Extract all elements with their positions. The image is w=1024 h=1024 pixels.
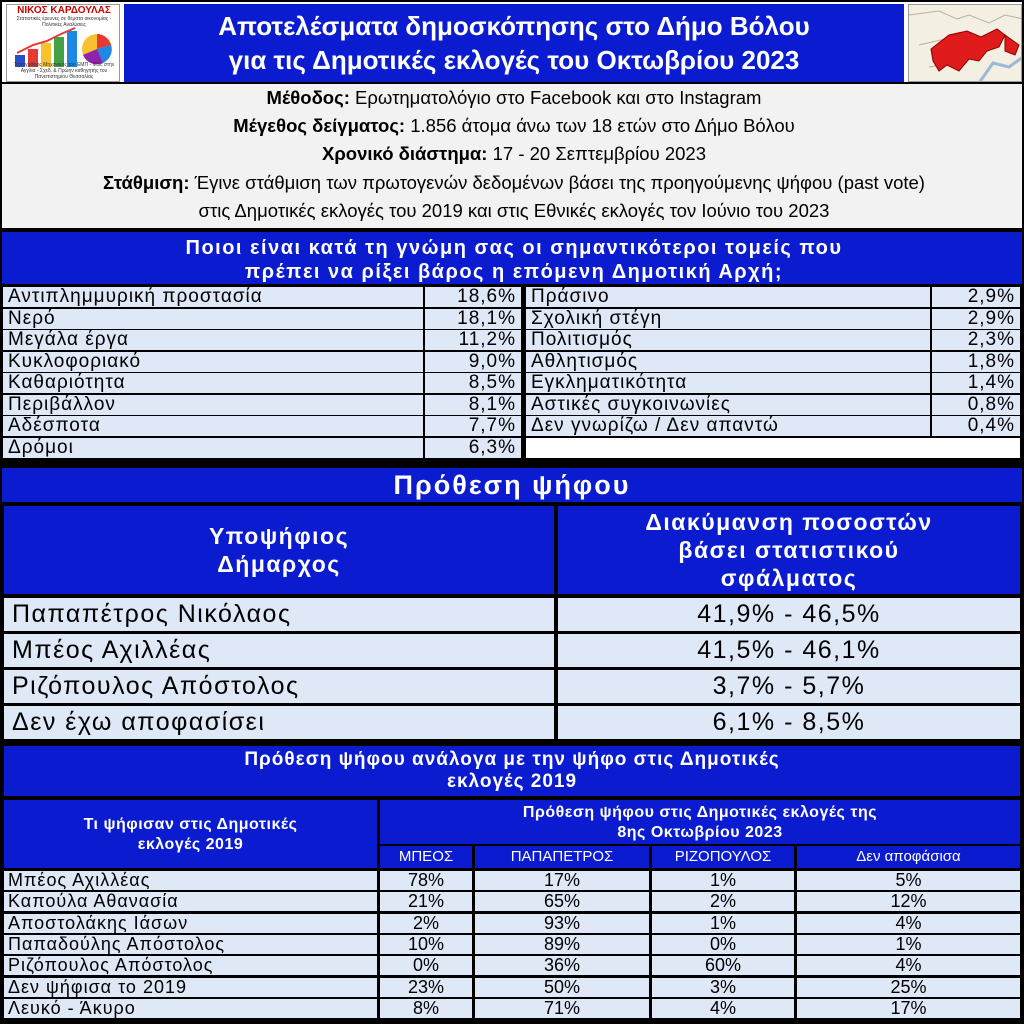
crosstab-colgroup-line-1: Πρόθεση ψήφου στις Δημοτικές εκλογές της: [522, 804, 878, 821]
crosstab-column-group-header: [380, 800, 1020, 844]
blank-cell: [526, 438, 1020, 458]
method-line: Μέθοδος: Ερωτηματολόγιο στο Facebook και στο Instagram: [266, 87, 762, 108]
title-line-2: για τις Δημοτικές εκλογές του Οκτωβρίου 2023: [228, 45, 800, 75]
priority-value: 18,6%: [425, 287, 521, 307]
crosstab-value: 23%: [380, 978, 472, 997]
crosstab-value: 0%: [652, 935, 794, 954]
crosstab-row-label: Αποστολάκης Ιάσων: [4, 914, 377, 933]
vote-range: 41,9% - 46,5%: [558, 598, 1020, 631]
priority-value: 2,9%: [932, 309, 1020, 329]
candidate-name: Δεν έχω αποφασίσει: [4, 706, 554, 739]
crosstab-row-header-line-2: εκλογές 2019: [137, 836, 244, 853]
range-header-line-3: σφάλματος: [720, 565, 858, 591]
range-column-header: [558, 506, 1020, 594]
crosstab-value: 21%: [380, 892, 472, 911]
crosstab-value: 8%: [380, 999, 472, 1018]
crosstab-value: 2%: [652, 892, 794, 911]
priority-label: Κυκλοφοριακό: [3, 352, 423, 372]
crosstab-value: 60%: [652, 956, 794, 975]
priority-label: Εγκληματικότητα: [526, 373, 930, 393]
crosstab-row-header: [4, 800, 377, 868]
crosstab-row-label: Μπέος Αχιλλέας: [4, 871, 377, 890]
crosstab-value: 17%: [797, 999, 1020, 1018]
priority-label: Αδέσποτα: [3, 416, 423, 436]
candidate-header-line-1: Υποψήφιος: [208, 523, 350, 549]
crosstab-column-header: Δεν αποφάσισα: [797, 846, 1020, 868]
priorities-table: [0, 286, 1024, 460]
priority-value: 1,4%: [932, 373, 1020, 393]
priority-value: 8,5%: [425, 373, 521, 393]
map-icon: [909, 5, 1022, 82]
sample-line: Μέγεθος δείγματος: 1.856 άτομα άνω των 18 ετών στο Δήμο Βόλου: [233, 115, 795, 136]
crosstab-column-header: ΠΑΠΑΠΕΤΡΟΣ: [475, 846, 649, 868]
priority-label: Πράσινο: [526, 287, 930, 307]
priority-value: 18,1%: [425, 309, 521, 329]
vote-range: 3,7% - 5,7%: [558, 670, 1020, 703]
priority-label: Περιβάλλον: [3, 395, 423, 415]
crosstab-value: 71%: [475, 999, 649, 1018]
priority-label: Μεγάλα έργα: [3, 330, 423, 350]
period-line: Χρονικό διάστημα: 17 - 20 Σεπτεμβρίου 2023: [322, 143, 706, 164]
priority-label: Δεν γνωρίζω / Δεν απαντώ: [526, 416, 930, 436]
priority-value: 8,1%: [425, 395, 521, 415]
crosstab-value: 4%: [797, 914, 1020, 933]
title-line-1: Αποτελέσματα δημοσκόπησης στο Δήμο Βόλου: [218, 11, 810, 41]
crosstab-value: 1%: [652, 871, 794, 890]
candidate-column-header: [4, 506, 554, 594]
crosstab-title-line-1: Πρόθεση ψήφου ανάλογα με την ψήφο στις Δημοτικές: [244, 749, 780, 770]
weight-line-2: στις Δημοτικές εκλογές του 2019 και στις Εθνικές εκλογές τον Ιούνιο του 2023: [198, 200, 830, 221]
priority-value: 11,2%: [425, 330, 521, 350]
priorities-title-line-2: πρέπει να ρίξει βάρος η επόμενη Δημοτική Αρχή;: [244, 261, 784, 283]
crosstab-value: 65%: [475, 892, 649, 911]
priority-label: Αντιπλημμυρική προστασία: [3, 287, 423, 307]
candidate-name: Ριζόπουλος Απόστολος: [4, 670, 554, 703]
candidate-header-line-2: Δήμαρχος: [217, 551, 341, 577]
crosstab-title-line-2: εκλογές 2019: [446, 771, 578, 792]
crosstab-value: 4%: [652, 999, 794, 1018]
candidate-name: Μπέος Αχιλλέας: [4, 634, 554, 667]
priority-label: Αθλητισμός: [526, 352, 930, 372]
crosstab-column-header: ΜΠΕΟΣ: [380, 846, 472, 868]
candidate-name: Παπαπέτρος Νικόλαος: [4, 598, 554, 631]
crosstab-row-label: Λευκό - Άκυρο: [4, 999, 377, 1018]
priority-label: Πολιτισμός: [526, 330, 930, 350]
crosstab-value: 93%: [475, 914, 649, 933]
crosstab-value: 5%: [797, 871, 1020, 890]
priority-value: 6,3%: [425, 438, 521, 458]
crosstab-colgroup-line-2: 8ης Οκτωβρίου 2023: [617, 824, 783, 841]
weight-line: Στάθμιση: Έγινε στάθμιση των πρωτογενών δεδομένων βάσει της προηγούμενης ψήφου (past vote): [103, 172, 925, 193]
crosstab-row-label: Ριζόπουλος Απόστολος: [4, 956, 377, 975]
method-section: [0, 84, 1024, 230]
priority-label: Σχολική στέγη: [526, 309, 930, 329]
crosstab-row-label: Δεν ψήφισα το 2019: [4, 978, 377, 997]
priority-value: 9,0%: [425, 352, 521, 372]
crosstab-value: 12%: [797, 892, 1020, 911]
crosstab-value: 50%: [475, 978, 649, 997]
magnesia-region-map-icon: [908, 4, 1022, 82]
logo: [6, 4, 120, 82]
crosstab-value: 36%: [475, 956, 649, 975]
crosstab-value: 1%: [797, 935, 1020, 954]
crosstab-value: 3%: [652, 978, 794, 997]
header: [0, 0, 1024, 84]
crosstab-value: 2%: [380, 914, 472, 933]
crosstab-row-header-line-1: Τι ψήφισαν στις Δημοτικές: [83, 816, 298, 833]
priorities-title-line-1: Ποιοι είναι κατά τη γνώμη σας οι σημαντικότεροι τομείς που: [185, 237, 843, 259]
logo-subtitle: Στατιστικές έρευνες σε θέματα οικονομίας - Πολιτικές Αναλύσεις: [16, 16, 112, 28]
crosstab-value: 78%: [380, 871, 472, 890]
priority-label: Νερό: [3, 309, 423, 329]
crosstab-value: 17%: [475, 871, 649, 890]
crosstab-column-header: ΡΙΖΟΠΟΥΛΟΣ: [652, 846, 794, 868]
vote-intention-title: Πρόθεση ψήφου: [0, 466, 1024, 504]
priorities-title: [0, 230, 1024, 286]
vote-range: 6,1% - 8,5%: [558, 706, 1020, 739]
priority-value: 2,9%: [932, 287, 1020, 307]
priority-value: 0,8%: [932, 395, 1020, 415]
priority-value: 2,3%: [932, 330, 1020, 350]
crosstab-value: 10%: [380, 935, 472, 954]
priority-label: Δρόμοι: [3, 438, 423, 458]
crosstab-value: 4%: [797, 956, 1020, 975]
priority-label: Καθαριότητα: [3, 373, 423, 393]
crosstab-row-label: Καπούλα Αθανασία: [4, 892, 377, 911]
title-banner: [124, 4, 904, 82]
logo-name: ΝΙΚΟΣ ΚΑΡΔΟΥΛΑΣ: [17, 5, 111, 16]
logo-footer: Τοπογράφος Μηχανικός του ΕΜΠ - MSc στην Αγγλία - Σχεδ. & Πρώην καθηγητής του Πανεπιστημίου Θεσσαλίας: [13, 62, 115, 80]
range-header-line-1: Διακύμανση ποσοστών: [645, 509, 933, 535]
priority-value: 0,4%: [932, 416, 1020, 436]
crosstab-value: 89%: [475, 935, 649, 954]
priority-value: 1,8%: [932, 352, 1020, 372]
priority-label: Αστικές συγκοινωνίες: [526, 395, 930, 415]
vote-range: 41,5% - 46,1%: [558, 634, 1020, 667]
crosstab-title: [4, 746, 1020, 796]
crosstab-value: 0%: [380, 956, 472, 975]
crosstab-value: 1%: [652, 914, 794, 933]
range-header-line-2: βάσει στατιστικού: [678, 537, 900, 563]
crosstab-row-label: Παπαδούλης Απόστολος: [4, 935, 377, 954]
crosstab-value: 25%: [797, 978, 1020, 997]
priority-value: 7,7%: [425, 416, 521, 436]
